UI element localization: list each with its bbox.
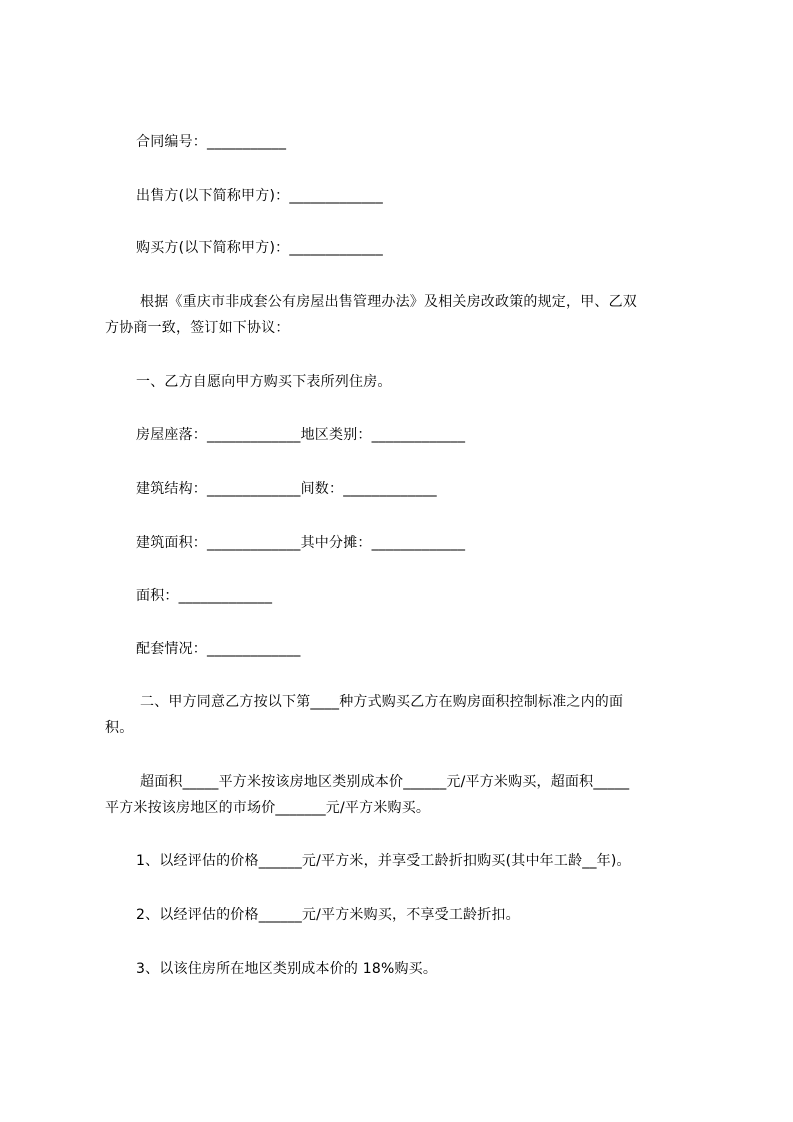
location-line: 房屋座落：_____________地区类别：_____________ [136,427,466,443]
clause-2-line-1: 二、甲方同意乙方按以下第____种方式购买乙方在购房面积控制标准之内的面 [140,694,624,710]
clause-1: 一、乙方自愿向甲方购买下表所列住房。 [136,374,392,390]
excess-area-line-1: 超面积_____平方米按该房地区类别成本价______元/平方米购买，超面积_____ [140,774,630,790]
intro-line-2: 方协商一致，签订如下协议： [105,320,290,336]
option-1: 1、以经评估的价格______元/平方米，并享受工龄折扣购买(其中年工龄__年)。 [136,853,631,869]
option-2: 2、以经评估的价格______元/平方米购买，不享受工龄折扣。 [136,907,520,923]
intro-line-1: 根据《重庆市非成套公有房屋出售管理办法》及相关房改政策的规定，甲、乙双 [140,294,637,310]
area-line: 建筑面积：_____________其中分摊：_____________ [136,535,466,551]
structure-line: 建筑结构：_____________间数：_____________ [136,481,437,497]
seller-line: 出售方(以下简称甲方)：_____________ [136,188,383,204]
buyer-line: 购买方(以下简称甲方)：_____________ [136,240,383,256]
facilities-line: 配套情况：_____________ [136,641,301,657]
net-area-line: 面积：_____________ [136,588,273,604]
contract-number-line: 合同编号：___________ [136,134,287,150]
excess-area-line-2: 平方米按该房地区的市场价_______元/平方米购买。 [105,800,431,816]
option-3: 3、以该住房所在地区类别成本价的 18%购买。 [136,961,438,977]
clause-2-line-2: 积。 [105,720,134,736]
